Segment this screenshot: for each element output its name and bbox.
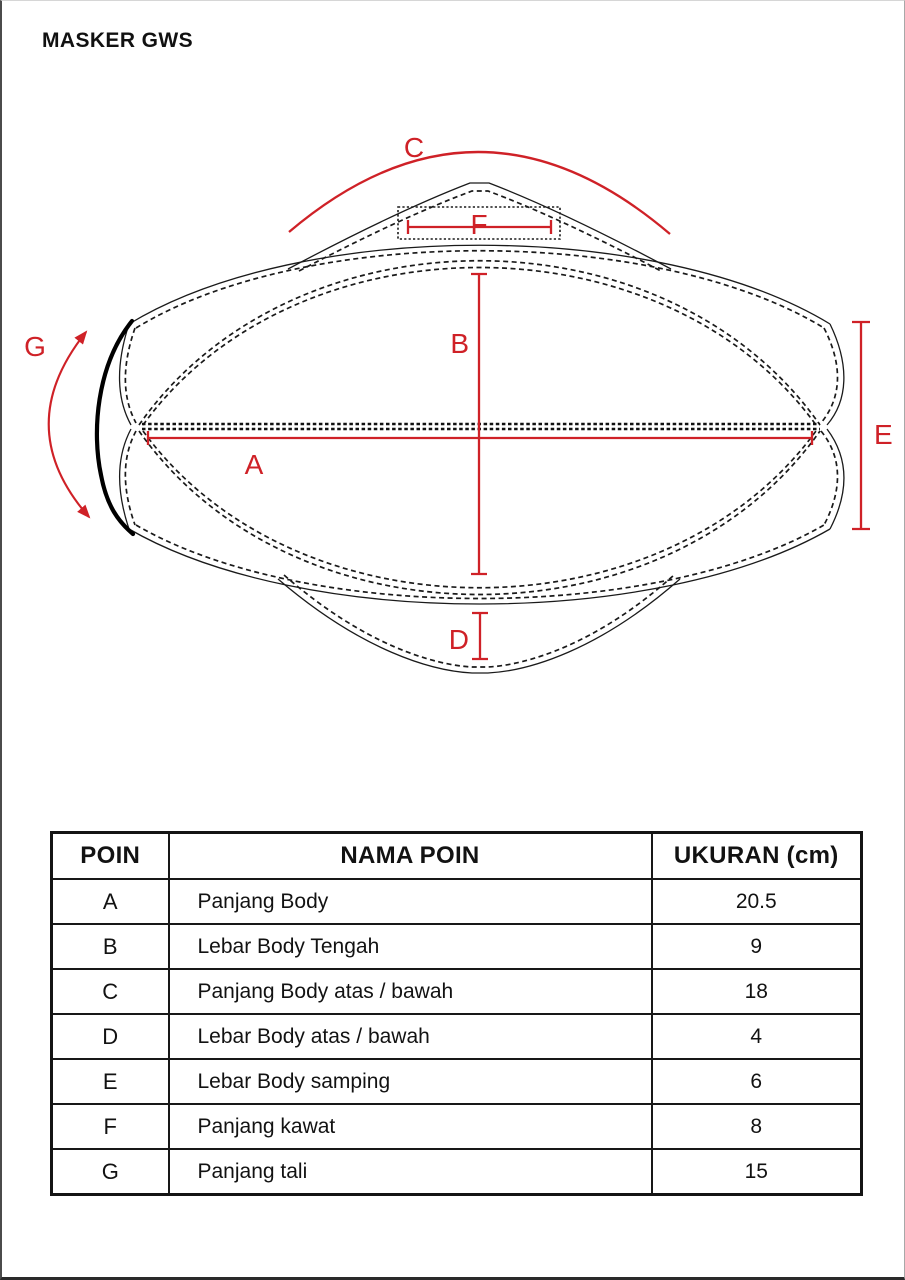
ukuran-cell: 18 bbox=[652, 969, 862, 1014]
poin-cell: G bbox=[52, 1149, 169, 1195]
table-row bbox=[52, 1104, 862, 1149]
table-row bbox=[52, 969, 862, 1014]
nama-cell: Panjang kawat bbox=[169, 1104, 652, 1149]
header-ukuran: UKURAN (cm) bbox=[652, 833, 862, 880]
nama-cell: Panjang Body atas / bawah bbox=[169, 969, 652, 1014]
header-poin: POIN bbox=[52, 833, 169, 880]
ukuran-cell: 20.5 bbox=[652, 879, 862, 924]
nama-cell: Panjang Body bbox=[169, 879, 652, 924]
table-row bbox=[52, 1149, 862, 1195]
left-notch-stitch bbox=[125, 328, 136, 525]
label-f: F bbox=[470, 209, 488, 240]
poin-cell: F bbox=[52, 1104, 169, 1149]
poin-cell: C bbox=[52, 969, 169, 1014]
measurement-annotations bbox=[49, 152, 870, 659]
table-row bbox=[52, 1059, 862, 1104]
center-fold-line bbox=[142, 424, 820, 429]
ukuran-cell: 8 bbox=[652, 1104, 862, 1149]
nama-cell: Lebar Body Tengah bbox=[169, 924, 652, 969]
ukuran-cell: 15 bbox=[652, 1149, 862, 1195]
measure-g-arc bbox=[49, 332, 89, 517]
header-nama: NAMA POIN bbox=[169, 833, 652, 880]
label-c: C bbox=[403, 132, 425, 163]
label-d: D bbox=[448, 624, 469, 655]
table-row bbox=[52, 924, 862, 969]
poin-cell: A bbox=[52, 879, 169, 924]
page-title: MASKER GWS bbox=[42, 29, 193, 52]
ukuran-cell: 6 bbox=[652, 1059, 862, 1104]
label-e: E bbox=[874, 419, 893, 450]
poin-cell: E bbox=[52, 1059, 169, 1104]
poin-cell: B bbox=[52, 924, 169, 969]
nama-cell: Lebar Body atas / bawah bbox=[169, 1014, 652, 1059]
nama-cell: Lebar Body samping bbox=[169, 1059, 652, 1104]
table-row bbox=[52, 1014, 862, 1059]
label-b: B bbox=[450, 328, 469, 359]
table-row bbox=[52, 879, 862, 924]
label-g: G bbox=[24, 331, 46, 362]
measure-d-line bbox=[472, 613, 488, 659]
nama-cell: Panjang tali bbox=[169, 1149, 652, 1195]
measure-e-line bbox=[852, 322, 870, 529]
label-a: A bbox=[244, 449, 264, 480]
measurement-labels bbox=[24, 132, 893, 655]
measurement-table bbox=[50, 831, 863, 1196]
ukuran-cell: 4 bbox=[652, 1014, 862, 1059]
right-notch-stitch bbox=[821, 328, 838, 525]
mask-pattern-diagram bbox=[2, 1, 905, 781]
left-notch-outline bbox=[120, 324, 132, 529]
table-header-row bbox=[52, 833, 862, 880]
poin-cell: D bbox=[52, 1014, 169, 1059]
ukuran-cell: 9 bbox=[652, 924, 862, 969]
